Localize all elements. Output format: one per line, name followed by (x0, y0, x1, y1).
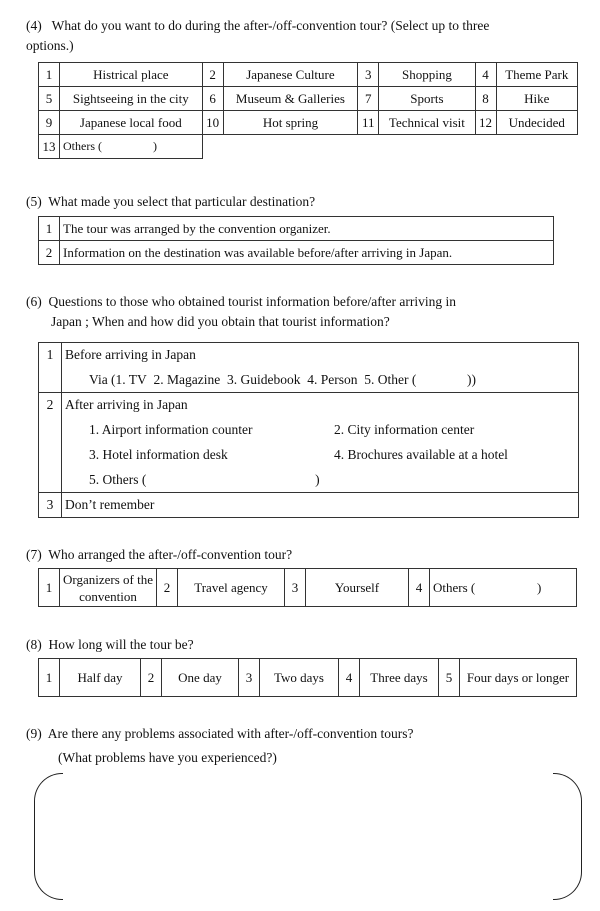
q6-option-label: Before arriving in Japan (65, 347, 196, 362)
q4-option-number: 7 (358, 87, 379, 111)
q4-option-label[interactable]: Theme Park (496, 63, 577, 87)
q4-option-number: 4 (475, 63, 496, 87)
q4-option-number: 2 (202, 63, 223, 87)
q8-option-four-days[interactable]: Four days or longer (460, 659, 577, 697)
q8-option-number: 3 (239, 659, 260, 697)
q8-option-half-day[interactable]: Half day (60, 659, 141, 697)
q4-option-number: 12 (475, 111, 496, 135)
q6-option-3[interactable] (39, 493, 578, 517)
q8-option-number: 5 (439, 659, 460, 697)
q4-option-label[interactable]: Museum & Galleries (223, 87, 358, 111)
q4-options-row (39, 111, 578, 135)
q5-options-table (38, 216, 554, 265)
q6-sub-option: 1. Airport information counter (89, 422, 253, 437)
q8-option-number: 2 (141, 659, 162, 697)
q7-options-table (38, 568, 577, 607)
q6-option-1[interactable] (39, 343, 578, 393)
q4-title (26, 16, 586, 56)
q7-option-number: 2 (157, 569, 178, 607)
q7-option-number: 1 (39, 569, 60, 607)
q6-option-label: Don’t remember (65, 497, 155, 512)
q8-option-number: 4 (339, 659, 360, 697)
q6-option-label: After arriving in Japan (65, 397, 188, 412)
q6-title-line2: Japan ; When and how did you obtain that tourist information? (51, 314, 390, 329)
q6-sub-option: 3. Hotel information desk (89, 447, 228, 462)
q6-sub-option: 2. City information center (334, 422, 475, 437)
q7-title: (7) Who arranged the after-/off-convention tour? (26, 547, 293, 562)
q9-title (26, 724, 413, 768)
q4-option-label[interactable]: Hot spring (223, 111, 358, 135)
right-bracket (553, 773, 582, 900)
q4-option-number: 11 (358, 111, 379, 135)
q5-option-label: The tour was arranged by the convention organizer. (60, 217, 554, 241)
q4-option-label[interactable]: Hike (496, 87, 577, 111)
q4-option-label[interactable]: Technical visit (379, 111, 475, 135)
q9-answer-area[interactable] (34, 773, 582, 898)
q6-sub-option-others: 5. Others ( ) (89, 472, 320, 487)
q9-title-line1: (9) Are there any problems associated with after-/off-convention tours? (26, 726, 414, 741)
q4-option-number: 1 (39, 63, 60, 87)
q5-option-label: Information on the destination was available before/after arriving in Japan. (60, 241, 554, 265)
q7-option-others[interactable]: Others ( ) (430, 569, 577, 607)
q5-option-row[interactable] (39, 241, 554, 265)
q7-option-travel-agency[interactable]: Travel agency (178, 569, 285, 607)
q6-title (26, 292, 586, 332)
q4-option-label[interactable]: Shopping (379, 63, 475, 87)
q6-option-number: 2 (39, 393, 62, 492)
q4-option-number: 10 (202, 111, 223, 135)
q8-options-table (38, 658, 577, 697)
q7-option-organizers[interactable]: Organizers of the convention (60, 569, 157, 607)
q4-option-label[interactable]: Sports (379, 87, 475, 111)
q4-option-label[interactable]: Japanese Culture (223, 63, 358, 87)
q4-option-label[interactable]: Japanese local food (60, 111, 203, 135)
q4-option-others[interactable]: Others ( ) (60, 135, 203, 159)
q5-option-row[interactable] (39, 217, 554, 241)
q4-title-line1: (4) What do you want to do during the after-/off-convention tour? (Select up to three (26, 18, 490, 33)
q7-option-yourself[interactable]: Yourself (306, 569, 409, 607)
q4-option-label[interactable]: Undecided (496, 111, 577, 135)
q8-option-one-day[interactable]: One day (162, 659, 239, 697)
q4-option-label[interactable]: Sightseeing in the city (60, 87, 203, 111)
q4-option-label[interactable]: Histrical place (60, 63, 203, 87)
q6-option-2[interactable] (39, 393, 578, 493)
q7-option-number: 3 (285, 569, 306, 607)
empty-cell (202, 135, 577, 159)
q4-options-row (39, 63, 578, 87)
q6-via-line: Via (1. TV 2. Magazine 3. Guidebook 4. Person 5. Other ( )) (89, 372, 476, 387)
q8-option-three-days[interactable]: Three days (360, 659, 439, 697)
q8-option-number: 1 (39, 659, 60, 697)
q6-options-box (38, 342, 579, 518)
q4-options-row (39, 135, 578, 159)
q4-option-number: 5 (39, 87, 60, 111)
q5-option-number: 1 (39, 217, 60, 241)
q4-option-number: 3 (358, 63, 379, 87)
q6-option-number: 1 (39, 343, 62, 392)
q4-option-number: 8 (475, 87, 496, 111)
q6-title-line1: (6) Questions to those who obtained tourist information before/after arriving in (26, 294, 457, 309)
q4-option-number: 13 (39, 135, 60, 159)
q4-option-number: 9 (39, 111, 60, 135)
q9-title-line2: (What problems have you experienced?) (58, 750, 277, 765)
q5-option-number: 2 (39, 241, 60, 265)
q8-title: (8) How long will the tour be? (26, 637, 194, 652)
q4-options-row (39, 87, 578, 111)
q6-sub-option: 4. Brochures available at a hotel (334, 447, 508, 462)
q4-title-line2: options.) (26, 38, 74, 53)
q4-options-table (38, 62, 578, 159)
q6-option-number: 3 (39, 493, 62, 517)
q4-option-number: 6 (202, 87, 223, 111)
q8-option-two-days[interactable]: Two days (260, 659, 339, 697)
q5-title: (5) What made you select that particular destination? (26, 194, 316, 209)
left-bracket (34, 773, 63, 900)
q7-option-number: 4 (409, 569, 430, 607)
